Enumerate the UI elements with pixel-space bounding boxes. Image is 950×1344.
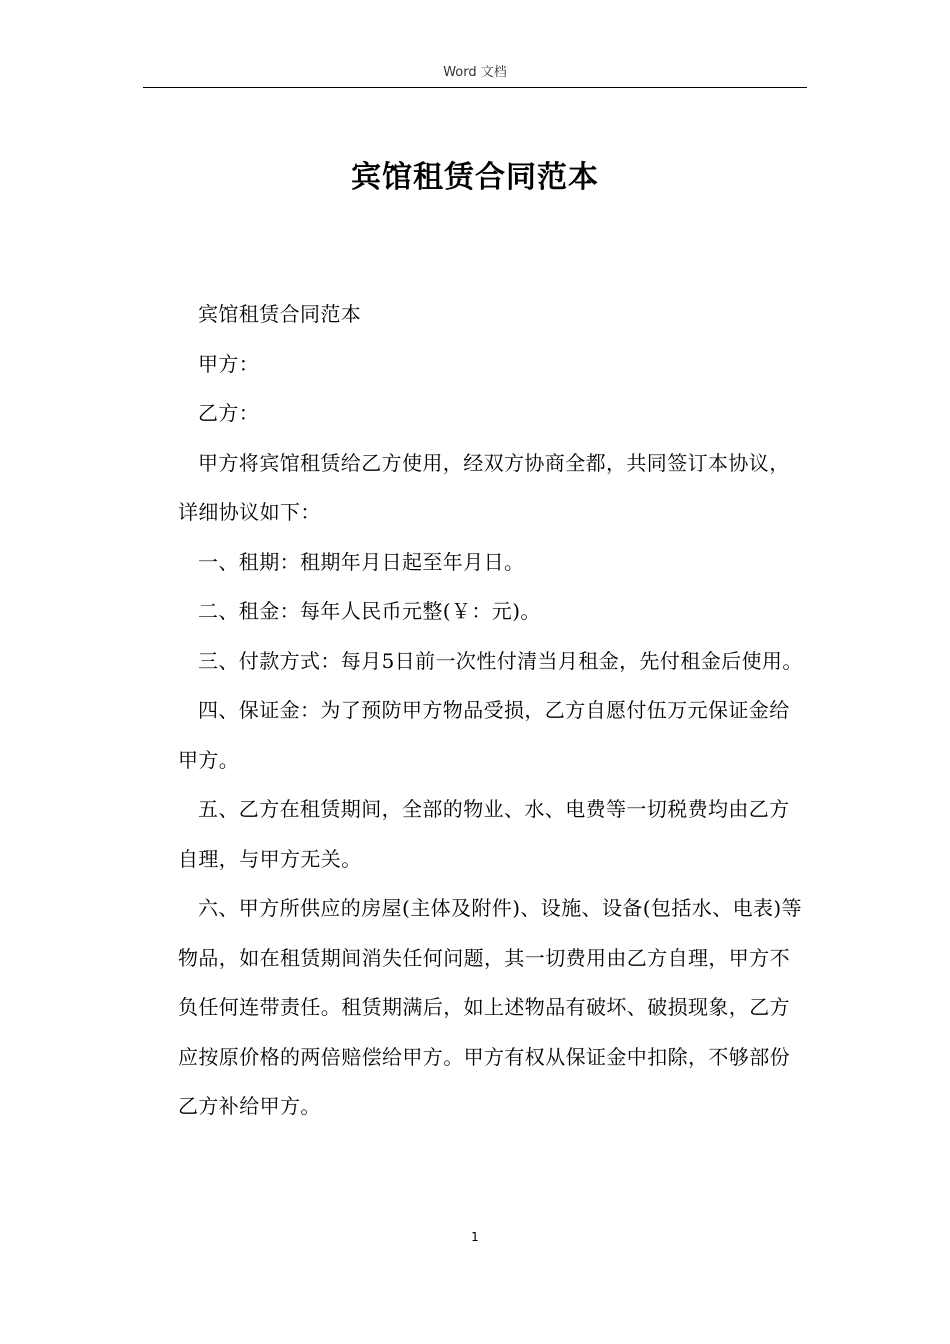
paragraph-clause-rent: 二、租金：每年人民币元整(￥：元)。 <box>198 599 541 623</box>
paragraph-party-b: 乙方： <box>198 401 260 425</box>
document-body <box>178 290 808 1132</box>
paragraph-party-a: 甲方： <box>198 351 260 376</box>
header-divider <box>143 87 807 88</box>
paragraph-clause-fees: 五、乙方在租赁期间，全部的物业、水、电费等一切税费均由乙方自理，与甲方无关。 <box>178 797 790 871</box>
document-title: 宾馆租赁合同范本 <box>351 160 599 195</box>
paragraph-clause-payment: 三、付款方式：每月5日前一次性付清当月租金，先付租金后使用。 <box>198 648 803 673</box>
paragraph-clause-term: 一、租期：租期年月日起至年月日。 <box>198 549 525 574</box>
paragraph-clause-deposit: 四、保证金：为了预防甲方物品受损，乙方自愿付伍万元保证金给甲方。 <box>178 698 790 772</box>
paragraph-clause-property: 六、甲方所供应的房屋(主体及附件)、设施、设备(包括水、电表)等物品，如在租赁期间消失任何问题，其一切费用由乙方自理，甲方不负任何连带责任。租赁期满后，如上述物品有破坏、破损现象，乙方应按原价格的两倍赔偿给甲方。甲方有权从保证金中扣除，不够部份乙方补给甲方。 <box>178 896 803 1118</box>
paragraph-preamble: 甲方将宾馆租赁给乙方使用，经双方协商全都，共同签订本协议，详细协议如下： <box>178 450 790 524</box>
page-number: 1 <box>471 1230 479 1244</box>
paragraph-contract-name: 宾馆租赁合同范本 <box>198 302 362 326</box>
page-header: Word 文档 <box>443 65 507 80</box>
